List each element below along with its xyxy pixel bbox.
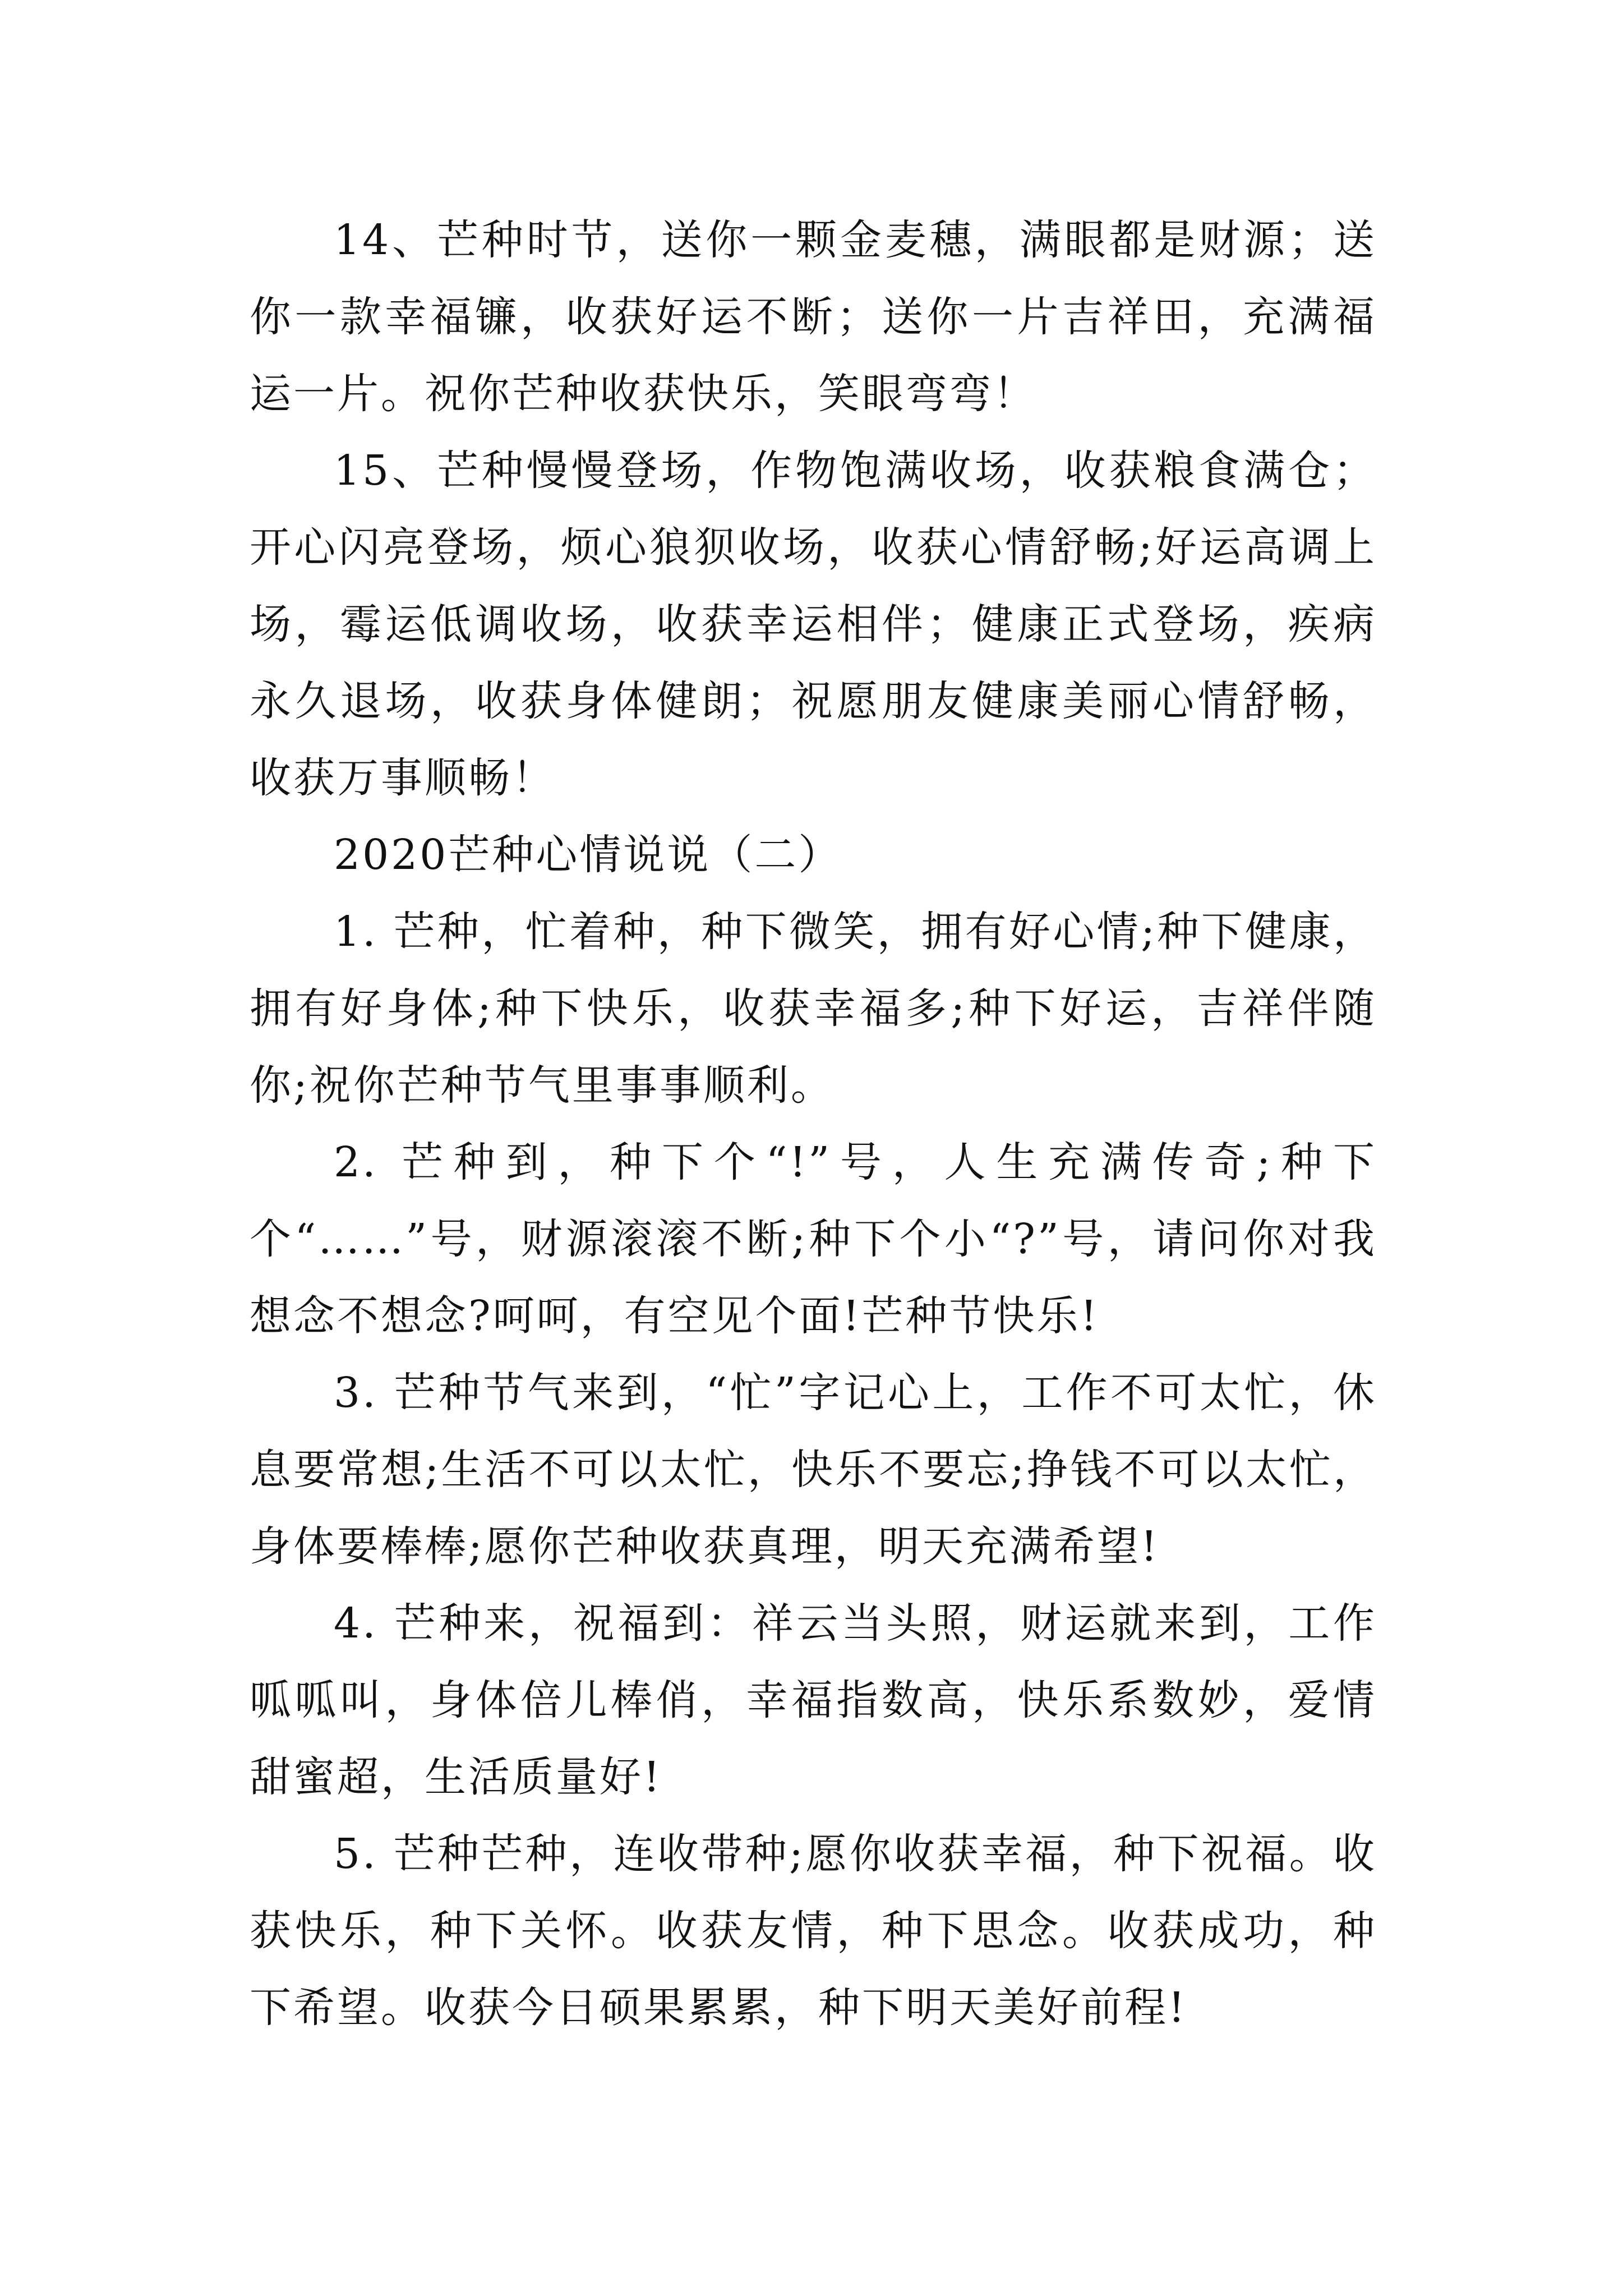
paragraph-1: 1. 芒种，忙着种，种下微笑，拥有好心情;种下健康，拥有好身体;种下快乐，收获幸福多;种下好运，吉祥伴随你;祝你芒种节气里事事顺利。 — [250, 908, 1377, 1110]
document-body — [250, 202, 1377, 2046]
paragraph-4: 4. 芒种来，祝福到：祥云当头照，财运就来到，工作呱呱叫，身体倍儿棒俏，幸福指数高，快乐系数妙，爱情甜蜜超，生活质量好! — [250, 1599, 1377, 1801]
section-heading: 2020芒种心情说说（二） — [334, 831, 842, 879]
paragraph-15: 15、芒种慢慢登场，作物饱满收场，收获粮食满仓；开心闪亮登场，烦心狼狈收场，收获心情舒畅;好运高调上场，霉运低调收场，收获幸运相伴；健康正式登场，疾病永久退场，收获身体健朗；祝愿朋友健康美丽心情舒畅，收获万事顺畅！ — [250, 447, 1377, 802]
paragraph-5: 5. 芒种芒种，连收带种;愿你收获幸福，种下祝福。收获快乐，种下关怀。收获友情，种下思念。收获成功，种下希望。收获今日硕果累累，种下明天美好前程! — [250, 1830, 1377, 2032]
paragraph-2: 2. 芒种到，种下个“!”号，人生充满传奇;种下个“……”号，财源滚滚不断;种下个小“?”号，请问你对我想念不想念?呵呵，有空见个面!芒种节快乐! — [250, 1138, 1377, 1340]
paragraph-14: 14、芒种时节，送你一颗金麦穗，满眼都是财源；送你一款幸福镰，收获好运不断；送你一片吉祥田，充满福运一片。祝你芒种收获快乐，笑眼弯弯！ — [250, 216, 1377, 418]
paragraph-3: 3. 芒种节气来到，“忙”字记心上，工作不可太忙，休息要常想;生活不可以太忙，快乐不要忘;挣钱不可以太忙，身体要棒棒;愿你芒种收获真理，明天充满希望! — [250, 1369, 1377, 1571]
